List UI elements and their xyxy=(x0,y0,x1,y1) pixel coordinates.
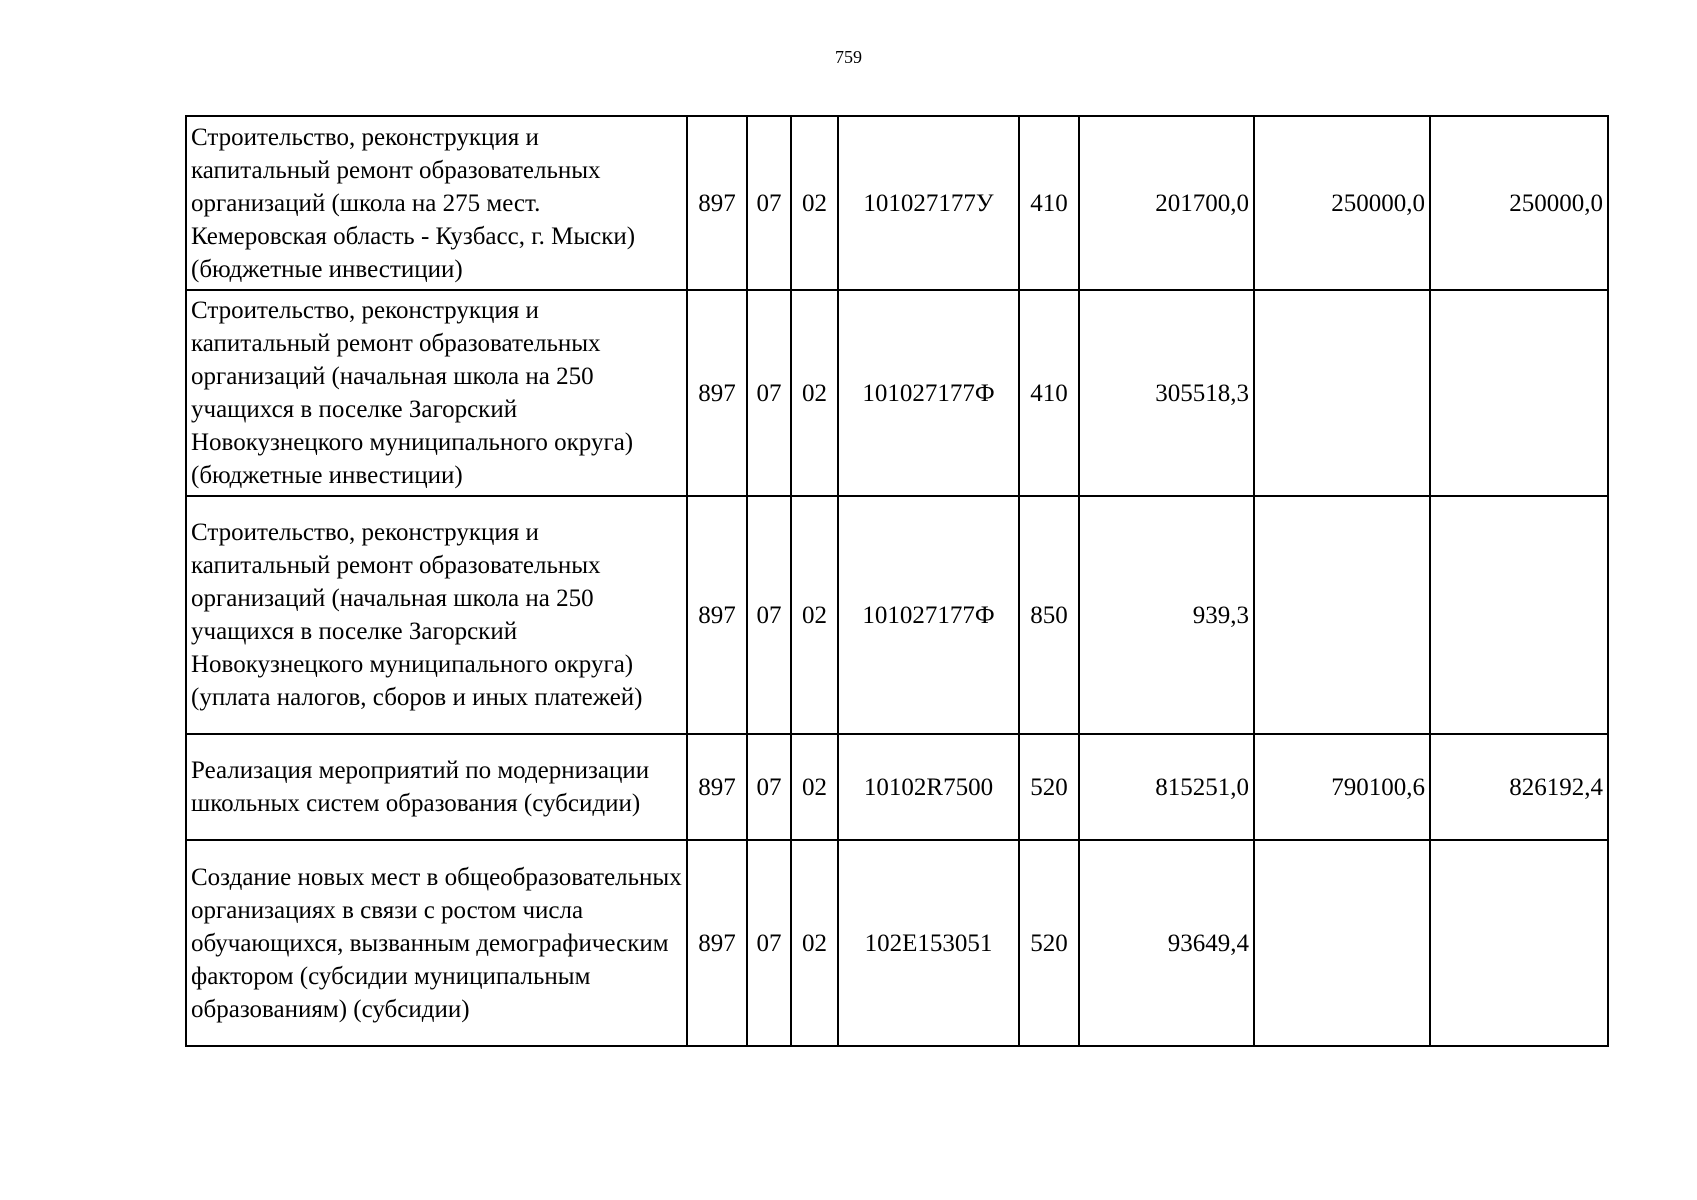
subsection-code: 02 xyxy=(791,496,838,734)
subsection-code: 02 xyxy=(791,734,838,840)
amount-year-3 xyxy=(1430,290,1608,496)
amount-year-3: 826192,4 xyxy=(1430,734,1608,840)
amount-year-1: 93649,4 xyxy=(1079,840,1254,1046)
subsection-code: 02 xyxy=(791,840,838,1046)
grbs-code: 897 xyxy=(687,496,747,734)
section-code: 07 xyxy=(747,840,791,1046)
grbs-code: 897 xyxy=(687,290,747,496)
amount-year-2 xyxy=(1254,840,1430,1046)
target-item-code: 10102R7500 xyxy=(838,734,1019,840)
amount-year-1: 939,3 xyxy=(1079,496,1254,734)
section-code: 07 xyxy=(747,116,791,290)
amount-year-1: 305518,3 xyxy=(1079,290,1254,496)
expense-type-code: 850 xyxy=(1019,496,1079,734)
amount-year-2: 250000,0 xyxy=(1254,116,1430,290)
amount-year-2 xyxy=(1254,496,1430,734)
target-item-code: 101027177Ф xyxy=(838,290,1019,496)
budget-table xyxy=(185,115,1609,1047)
expense-description: Строительство, реконструкция и капитальный ремонт образовательных организаций (школа на 275 мест. Кемеровская область - Кузбасс, г. Мыски) (бюджетные инвестиции) xyxy=(186,116,687,290)
expense-type-code: 520 xyxy=(1019,734,1079,840)
amount-year-1: 201700,0 xyxy=(1079,116,1254,290)
expense-type-code: 410 xyxy=(1019,290,1079,496)
section-code: 07 xyxy=(747,290,791,496)
amount-year-3 xyxy=(1430,840,1608,1046)
expense-description: Создание новых мест в общеобразовательных организациях в связи с ростом числа обучающихся, вызванным демографическим фактором (субсидии муниципальным образованиям) (субсидии) xyxy=(186,840,687,1046)
target-item-code: 101027177Ф xyxy=(838,496,1019,734)
expense-description: Строительство, реконструкция и капитальный ремонт образовательных организаций (начальная школа на 250 учащихся в поселке Загорский Новокузнецкого муниципального округа) (уплата налогов, сборов и иных платежей) xyxy=(186,496,687,734)
grbs-code: 897 xyxy=(687,840,747,1046)
amount-year-2 xyxy=(1254,290,1430,496)
table-row xyxy=(186,840,1608,1046)
table-row xyxy=(186,496,1608,734)
section-code: 07 xyxy=(747,734,791,840)
section-code: 07 xyxy=(747,496,791,734)
table-row xyxy=(186,734,1608,840)
amount-year-3: 250000,0 xyxy=(1430,116,1608,290)
expense-type-code: 410 xyxy=(1019,116,1079,290)
subsection-code: 02 xyxy=(791,290,838,496)
page-number: 759 xyxy=(835,47,862,67)
amount-year-2: 790100,6 xyxy=(1254,734,1430,840)
subsection-code: 02 xyxy=(791,116,838,290)
amount-year-1: 815251,0 xyxy=(1079,734,1254,840)
expense-description: Строительство, реконструкция и капитальный ремонт образовательных организаций (начальная школа на 250 учащихся в поселке Загорский Новокузнецкого муниципального округа) (бюджетные инвестиции) xyxy=(186,290,687,496)
target-item-code: 102E153051 xyxy=(838,840,1019,1046)
grbs-code: 897 xyxy=(687,734,747,840)
expense-type-code: 520 xyxy=(1019,840,1079,1046)
amount-year-3 xyxy=(1430,496,1608,734)
target-item-code: 101027177У xyxy=(838,116,1019,290)
expense-description: Реализация мероприятий по модернизации школьных систем образования (субсидии) xyxy=(186,734,687,840)
table-row xyxy=(186,116,1608,290)
grbs-code: 897 xyxy=(687,116,747,290)
table-row xyxy=(186,290,1608,496)
